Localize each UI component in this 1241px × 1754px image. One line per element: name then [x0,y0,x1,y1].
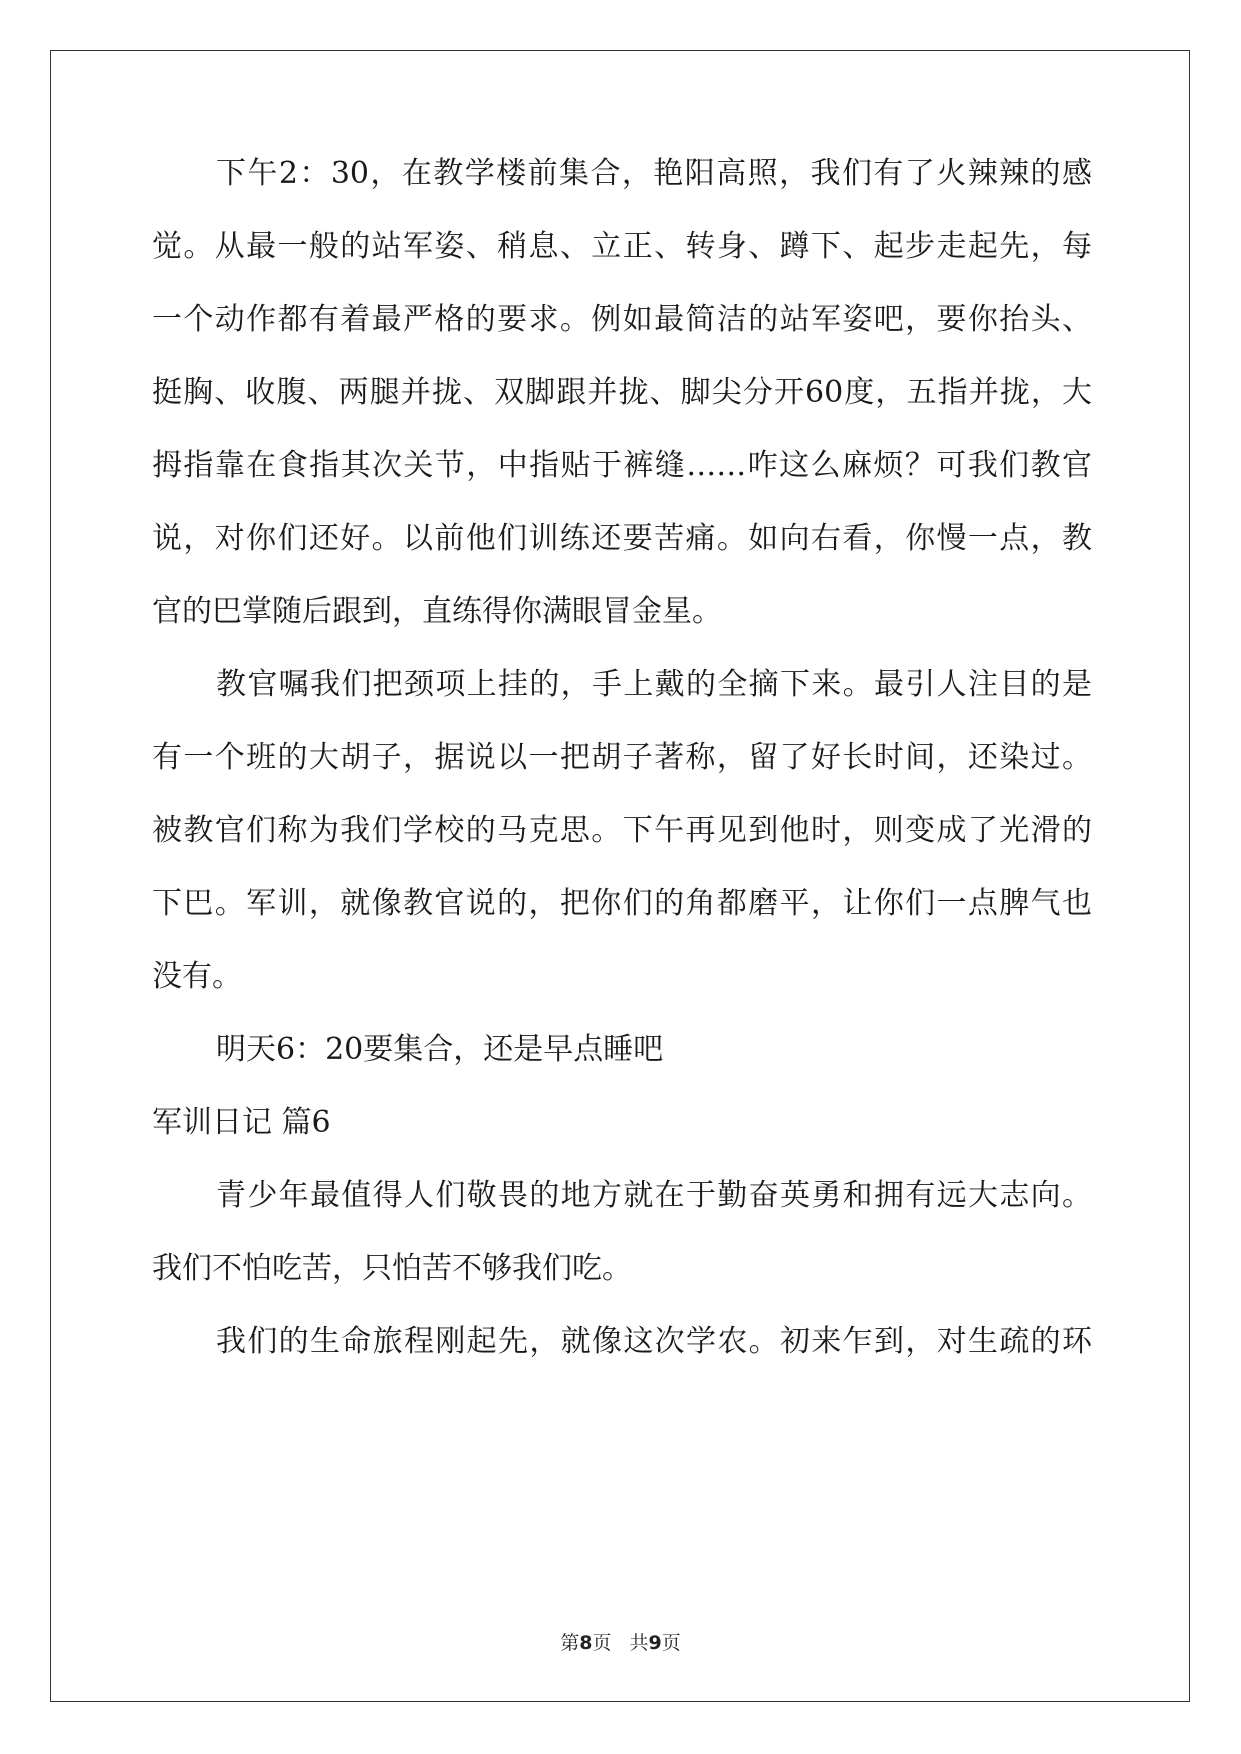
paragraph-line: 说，对你们还好。以前他们训练还要苦痛。如向右看，你慢一点，教 [152,521,1092,556]
paragraph-line: 教官嘱我们把颈项上挂的，手上戴的全摘下来。最引人注目的是 [216,667,1092,702]
paragraph-line: 青少年最值得人们敬畏的地方就在于勤奋英勇和拥有远大志向。 [216,1178,1092,1213]
total-prefix: 共 [629,1632,649,1654]
paragraph-line: 有一个班的大胡子，据说以一把胡子著称，留了好长时间，还染过。 [152,740,1092,775]
total-page-number: 9 [648,1632,662,1654]
paragraph-line: 我们不怕吃苦，只怕苦不够我们吃。 [152,1251,632,1286]
section-heading: 军训日记 篇6 [152,1105,331,1140]
paragraph-line: 没有。 [152,959,242,994]
current-page-number: 8 [579,1632,593,1654]
page-border [50,50,1190,1702]
paragraph-line: 官的巴掌随后跟到，直练得你满眼冒金星。 [152,594,722,629]
total-suffix: 页 [661,1632,681,1654]
paragraph-line: 被教官们称为我们学校的马克思。下午再见到他时，则变成了光滑的 [152,813,1092,848]
paragraph-line: 拇指靠在食指其次关节，中指贴于裤缝……咋这么麻烦？可我们教官 [152,448,1092,483]
page-prefix: 第 [560,1632,580,1654]
paragraph-line: 明天6：20要集合，还是早点睡吧 [216,1032,664,1067]
paragraph-line: 我们的生命旅程刚起先，就像这次学农。初来乍到，对生疏的环 [216,1324,1092,1359]
paragraph-line: 一个动作都有着最严格的要求。例如最简洁的站军姿吧，要你抬头、 [152,302,1092,337]
page-suffix: 页 [592,1632,612,1654]
paragraph-line: 下巴。军训，就像教官说的，把你们的角都磨平，让你们一点脾气也 [152,886,1092,921]
page-footer [0,1631,1241,1655]
paragraph-line: 下午2：30，在教学楼前集合，艳阳高照，我们有了火辣辣的感 [216,156,1092,191]
paragraph-line: 挺胸、收腹、两腿并拢、双脚跟并拢、脚尖分开60度，五指并拢，大 [152,375,1092,410]
paragraph-line: 觉。从最一般的站军姿、稍息、立正、转身、蹲下、起步走起先，每 [152,229,1092,264]
